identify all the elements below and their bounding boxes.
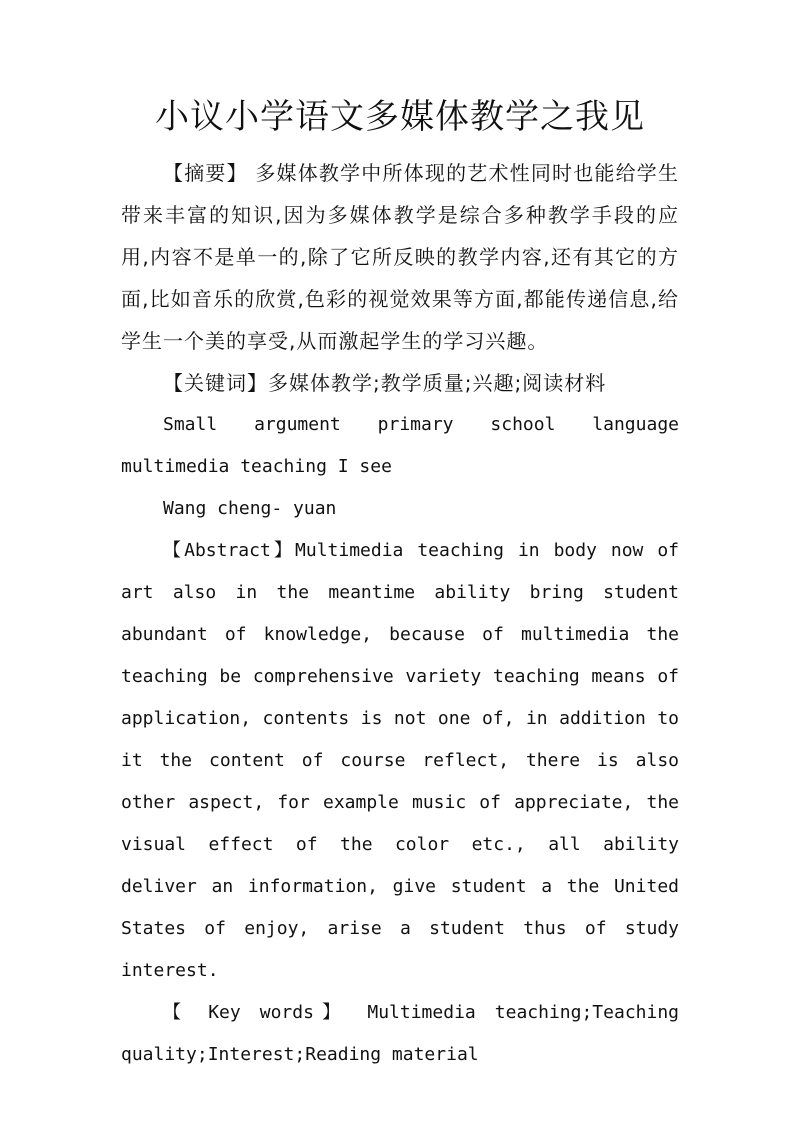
chinese-abstract-label: 【摘要】 [163,161,248,185]
english-keywords-label: 【 Key words】 [163,1002,349,1023]
chinese-keywords-text: 多媒体教学;教学质量;兴趣;阅读材料 [268,371,607,395]
english-abstract-label: 【Abstract】 [163,540,296,561]
english-keywords-paragraph [121,992,679,1076]
document-title: 小议小学语文多媒体教学之我见 [155,97,645,137]
english-abstract-text: Multimedia teaching in body now of art also in the meantime ability bring student abundant of knowledge, because of multimedia the teaching be comprehensive variety teaching means of application, contents is not one of, in addition to it the content of course reflect, there is also other aspect, for example music of appreciate, the visual effect of the color etc., all ability deliver an information, give student a the United States of enjoy, arise a student thus of study interest. [121,540,679,981]
english-abstract-paragraph [121,530,679,992]
document-body [121,152,679,1076]
chinese-abstract-text: 多媒体教学中所体现的艺术性同时也能给学生带来丰富的知识,因为多媒体教学是综合多种教学手段的应用,内容不是单一的,除了它所反映的教学内容,还有其它的方面,比如音乐的欣赏,色彩的视觉效果等方面,都能传递信息,给学生一个美的享受,从而激起学生的学习兴趣。 [121,161,680,353]
chinese-abstract-paragraph [121,152,679,362]
english-keywords-text: Multimedia teaching;Teaching quality;Interest;Reading material [121,1002,679,1065]
chinese-keywords-label: 【关键词】 [163,371,268,395]
chinese-keywords-paragraph [121,362,679,404]
author-name: Wang cheng- yuan [163,498,337,519]
english-title-paragraph: Small argument primary school language multimedia teaching I see [121,414,679,477]
